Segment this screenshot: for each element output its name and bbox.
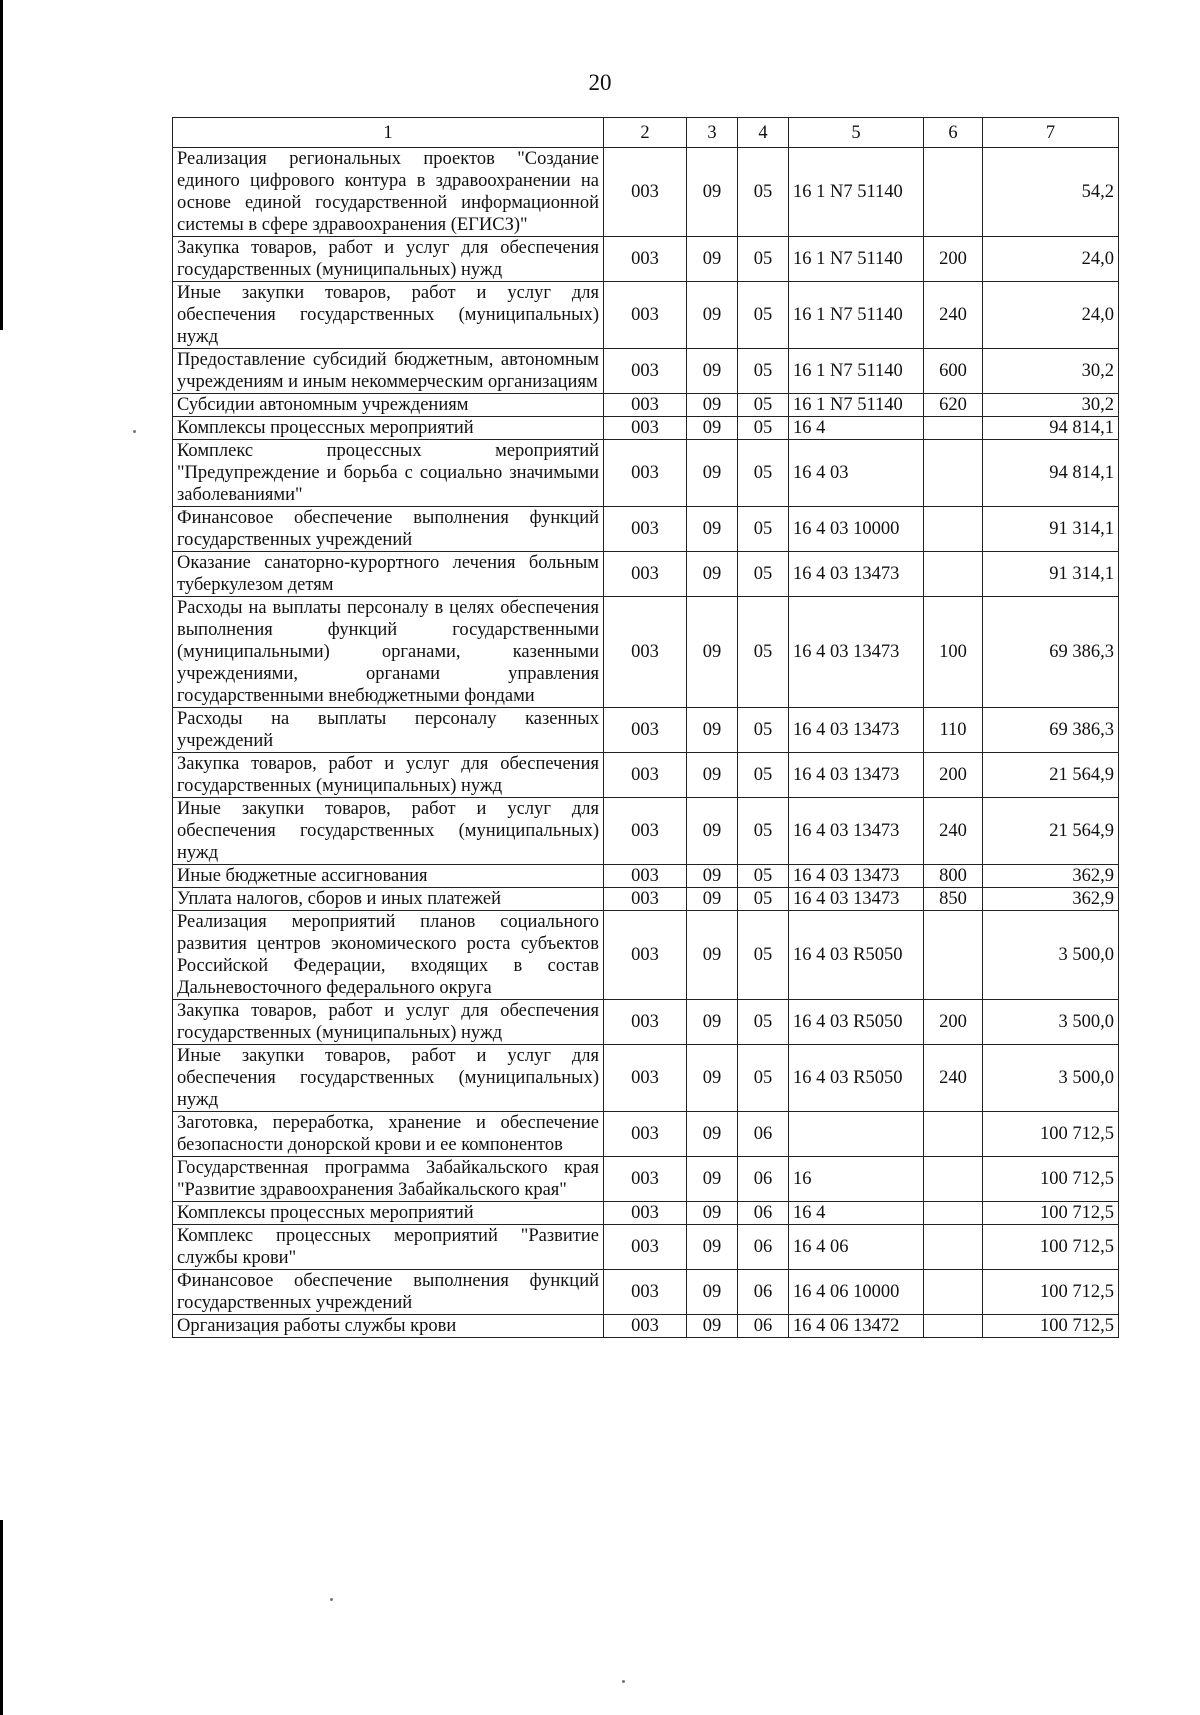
- expense-name: Расходы на выплаты персоналу казенных учреждений: [173, 708, 604, 753]
- page-number: 20: [588, 70, 612, 95]
- ministry-code: 003: [604, 349, 687, 394]
- ministry-code: 003: [604, 798, 687, 865]
- table-row: [173, 1270, 1119, 1315]
- expense-name: Комплекс процессных мероприятий "Развитие службы крови": [173, 1225, 604, 1270]
- expense-type-code: 200: [924, 1000, 983, 1045]
- section-code: 09: [687, 1112, 738, 1157]
- table-row: [173, 440, 1119, 507]
- expense-type-code: [924, 1225, 983, 1270]
- section-code: 09: [687, 888, 738, 911]
- subsection-code: 05: [738, 798, 789, 865]
- section-code: 09: [687, 417, 738, 440]
- expense-type-code: 850: [924, 888, 983, 911]
- amount: 100 712,5: [983, 1112, 1119, 1157]
- section-code: 09: [687, 1000, 738, 1045]
- section-code: 09: [687, 148, 738, 237]
- target-article-code: 16 4 03 13473: [789, 552, 924, 597]
- expense-name: Иные закупки товаров, работ и услуг для обеспечения государственных (муниципальных) нужд: [173, 1045, 604, 1112]
- table-row: [173, 1202, 1119, 1225]
- scan-edge-mark: [0, 0, 3, 330]
- expense-name: Комплексы процессных мероприятий: [173, 417, 604, 440]
- ministry-code: 003: [604, 1270, 687, 1315]
- ministry-code: 003: [604, 1000, 687, 1045]
- table-row: [173, 753, 1119, 798]
- amount: 69 386,3: [983, 597, 1119, 708]
- section-code: 09: [687, 1225, 738, 1270]
- amount: 100 712,5: [983, 1225, 1119, 1270]
- amount: 91 314,1: [983, 552, 1119, 597]
- expense-name: Иные бюджетные ассигнования: [173, 865, 604, 888]
- expense-name: Комплексы процессных мероприятий: [173, 1202, 604, 1225]
- amount: 30,2: [983, 394, 1119, 417]
- subsection-code: 06: [738, 1225, 789, 1270]
- expense-type-code: 800: [924, 865, 983, 888]
- expense-type-code: [924, 1202, 983, 1225]
- table-row: [173, 865, 1119, 888]
- expense-type-code: 240: [924, 282, 983, 349]
- expense-name: Оказание санаторно-курортного лечения больным туберкулезом детям: [173, 552, 604, 597]
- target-article-code: 16 4 03 10000: [789, 507, 924, 552]
- subsection-code: 05: [738, 865, 789, 888]
- scan-speck: [133, 430, 136, 433]
- expense-type-code: 620: [924, 394, 983, 417]
- column-number: 5: [789, 118, 924, 148]
- section-code: 09: [687, 1045, 738, 1112]
- amount: 21 564,9: [983, 753, 1119, 798]
- target-article-code: 16 1 N7 51140: [789, 282, 924, 349]
- expense-type-code: 200: [924, 237, 983, 282]
- section-code: 09: [687, 798, 738, 865]
- subsection-code: 06: [738, 1315, 789, 1338]
- column-number: 2: [604, 118, 687, 148]
- target-article-code: 16 4 03 R5050: [789, 911, 924, 1000]
- target-article-code: 16 4 03 13473: [789, 597, 924, 708]
- section-code: 09: [687, 440, 738, 507]
- table-row: [173, 708, 1119, 753]
- subsection-code: 05: [738, 394, 789, 417]
- amount: 100 712,5: [983, 1270, 1119, 1315]
- expense-type-code: 240: [924, 1045, 983, 1112]
- ministry-code: 003: [604, 1112, 687, 1157]
- amount: 54,2: [983, 148, 1119, 237]
- ministry-code: 003: [604, 1045, 687, 1112]
- expense-name: Реализация мероприятий планов социального развития центров экономического роста субъектов Российской Федерации, входящих в состав Дальневосточного федерального округа: [173, 911, 604, 1000]
- table-row: [173, 552, 1119, 597]
- amount: 100 712,5: [983, 1315, 1119, 1338]
- subsection-code: 05: [738, 237, 789, 282]
- target-article-code: 16 4 03 13473: [789, 708, 924, 753]
- section-code: 09: [687, 865, 738, 888]
- amount: 362,9: [983, 888, 1119, 911]
- expense-name: Закупка товаров, работ и услуг для обеспечения государственных (муниципальных) нужд: [173, 237, 604, 282]
- target-article-code: 16 4 03 13473: [789, 753, 924, 798]
- expense-name: Реализация региональных проектов "Создание единого цифрового контура в здравоохранении на основе единой государственной информационной системы в сфере здравоохранения (ЕГИСЗ)": [173, 148, 604, 237]
- expense-name: Предоставление субсидий бюджетным, автономным учреждениям и иным некоммерческим организациям: [173, 349, 604, 394]
- expense-type-code: [924, 440, 983, 507]
- ministry-code: 003: [604, 708, 687, 753]
- section-code: 09: [687, 911, 738, 1000]
- expense-name: Уплата налогов, сборов и иных платежей: [173, 888, 604, 911]
- expense-name: Закупка товаров, работ и услуг для обеспечения государственных (муниципальных) нужд: [173, 1000, 604, 1045]
- expense-type-code: 100: [924, 597, 983, 708]
- subsection-code: 06: [738, 1270, 789, 1315]
- subsection-code: 06: [738, 1112, 789, 1157]
- target-article-code: 16 1 N7 51140: [789, 237, 924, 282]
- target-article-code: 16: [789, 1157, 924, 1202]
- expense-type-code: [924, 507, 983, 552]
- section-code: 09: [687, 708, 738, 753]
- target-article-code: 16 4 03 R5050: [789, 1000, 924, 1045]
- target-article-code: 16 4 03 13473: [789, 888, 924, 911]
- table-row: [173, 237, 1119, 282]
- table-row: [173, 1000, 1119, 1045]
- expense-type-code: [924, 1315, 983, 1338]
- amount: 91 314,1: [983, 507, 1119, 552]
- target-article-code: 16 4 03 R5050: [789, 1045, 924, 1112]
- subsection-code: 06: [738, 1202, 789, 1225]
- expense-type-code: 600: [924, 349, 983, 394]
- amount: 3 500,0: [983, 1000, 1119, 1045]
- expense-type-code: [924, 1112, 983, 1157]
- target-article-code: 16 4: [789, 1202, 924, 1225]
- subsection-code: 05: [738, 911, 789, 1000]
- section-code: 09: [687, 1315, 738, 1338]
- table-row: [173, 394, 1119, 417]
- expense-name: Финансовое обеспечение выполнения функций государственных учреждений: [173, 1270, 604, 1315]
- section-code: 09: [687, 753, 738, 798]
- subsection-code: 05: [738, 349, 789, 394]
- ministry-code: 003: [604, 1225, 687, 1270]
- target-article-code: 16 1 N7 51140: [789, 148, 924, 237]
- table-row: [173, 1112, 1119, 1157]
- amount: 24,0: [983, 237, 1119, 282]
- target-article-code: 16 4: [789, 417, 924, 440]
- expense-name: Закупка товаров, работ и услуг для обеспечения государственных (муниципальных) нужд: [173, 753, 604, 798]
- section-code: 09: [687, 597, 738, 708]
- table-row: [173, 1045, 1119, 1112]
- ministry-code: 003: [604, 911, 687, 1000]
- section-code: 09: [687, 1202, 738, 1225]
- budget-table: [172, 117, 1119, 1338]
- table-row: [173, 417, 1119, 440]
- subsection-code: 05: [738, 148, 789, 237]
- ministry-code: 003: [604, 1157, 687, 1202]
- subsection-code: 05: [738, 753, 789, 798]
- amount: 100 712,5: [983, 1202, 1119, 1225]
- target-article-code: 16 4 06 10000: [789, 1270, 924, 1315]
- table-row: [173, 1315, 1119, 1338]
- amount: 30,2: [983, 349, 1119, 394]
- expense-name: Иные закупки товаров, работ и услуг для обеспечения государственных (муниципальных) нужд: [173, 798, 604, 865]
- section-code: 09: [687, 507, 738, 552]
- expense-type-code: 240: [924, 798, 983, 865]
- expense-name: Финансовое обеспечение выполнения функций государственных учреждений: [173, 507, 604, 552]
- expense-type-code: [924, 1270, 983, 1315]
- target-article-code: [789, 1112, 924, 1157]
- section-code: 09: [687, 394, 738, 417]
- ministry-code: 003: [604, 865, 687, 888]
- column-number: 7: [983, 118, 1119, 148]
- scan-speck: [330, 1598, 333, 1601]
- ministry-code: 003: [604, 552, 687, 597]
- table-row: [173, 507, 1119, 552]
- target-article-code: 16 4 03 13473: [789, 798, 924, 865]
- amount: 100 712,5: [983, 1157, 1119, 1202]
- column-number: 1: [173, 118, 604, 148]
- table-row: [173, 911, 1119, 1000]
- subsection-code: 05: [738, 1000, 789, 1045]
- table-row: [173, 798, 1119, 865]
- table-row: [173, 888, 1119, 911]
- ministry-code: 003: [604, 888, 687, 911]
- target-article-code: 16 1 N7 51140: [789, 394, 924, 417]
- section-code: 09: [687, 282, 738, 349]
- expense-name: Расходы на выплаты персоналу в целях обеспечения выполнения функций государственными (муниципальными) органами, казенными учреждениями, органами управления государственными внебюджетными фондами: [173, 597, 604, 708]
- target-article-code: 16 4 03: [789, 440, 924, 507]
- ministry-code: 003: [604, 417, 687, 440]
- section-code: 09: [687, 237, 738, 282]
- subsection-code: 05: [738, 507, 789, 552]
- expense-type-code: [924, 1157, 983, 1202]
- table-row: [173, 1225, 1119, 1270]
- expense-type-code: [924, 552, 983, 597]
- column-number-row: [173, 118, 1119, 148]
- amount: 94 814,1: [983, 440, 1119, 507]
- expense-type-code: [924, 148, 983, 237]
- expense-name: Иные закупки товаров, работ и услуг для обеспечения государственных (муниципальных) нужд: [173, 282, 604, 349]
- subsection-code: 05: [738, 282, 789, 349]
- target-article-code: 16 1 N7 51140: [789, 349, 924, 394]
- expense-type-code: [924, 911, 983, 1000]
- column-number: 4: [738, 118, 789, 148]
- ministry-code: 003: [604, 753, 687, 798]
- ministry-code: 003: [604, 237, 687, 282]
- ministry-code: 003: [604, 507, 687, 552]
- table-row: [173, 282, 1119, 349]
- expense-name: Заготовка, переработка, хранение и обеспечение безопасности донорской крови и ее компонентов: [173, 1112, 604, 1157]
- target-article-code: 16 4 06: [789, 1225, 924, 1270]
- subsection-code: 06: [738, 1157, 789, 1202]
- amount: 24,0: [983, 282, 1119, 349]
- ministry-code: 003: [604, 282, 687, 349]
- table-row: [173, 148, 1119, 237]
- column-number: 3: [687, 118, 738, 148]
- subsection-code: 05: [738, 708, 789, 753]
- amount: 21 564,9: [983, 798, 1119, 865]
- amount: 94 814,1: [983, 417, 1119, 440]
- amount: 3 500,0: [983, 1045, 1119, 1112]
- table-row: [173, 1157, 1119, 1202]
- section-code: 09: [687, 552, 738, 597]
- scan-speck: [622, 1680, 625, 1683]
- subsection-code: 05: [738, 417, 789, 440]
- target-article-code: 16 4 06 13472: [789, 1315, 924, 1338]
- ministry-code: 003: [604, 1202, 687, 1225]
- section-code: 09: [687, 349, 738, 394]
- table-row: [173, 349, 1119, 394]
- ministry-code: 003: [604, 440, 687, 507]
- expense-type-code: [924, 417, 983, 440]
- column-number: 6: [924, 118, 983, 148]
- ministry-code: 003: [604, 394, 687, 417]
- subsection-code: 05: [738, 440, 789, 507]
- subsection-code: 05: [738, 1045, 789, 1112]
- expense-type-code: 110: [924, 708, 983, 753]
- amount: 3 500,0: [983, 911, 1119, 1000]
- amount: 69 386,3: [983, 708, 1119, 753]
- expense-type-code: 200: [924, 753, 983, 798]
- expense-name: Государственная программа Забайкальского края "Развитие здравоохранения Забайкальского края": [173, 1157, 604, 1202]
- section-code: 09: [687, 1157, 738, 1202]
- section-code: 09: [687, 1270, 738, 1315]
- amount: 362,9: [983, 865, 1119, 888]
- expense-name: Комплекс процессных мероприятий "Предупреждение и борьба с социально значимыми заболеваниями": [173, 440, 604, 507]
- table-row: [173, 597, 1119, 708]
- ministry-code: 003: [604, 597, 687, 708]
- ministry-code: 003: [604, 148, 687, 237]
- scan-edge-mark: [0, 1520, 3, 1715]
- subsection-code: 05: [738, 552, 789, 597]
- expense-name: Субсидии автономным учреждениям: [173, 394, 604, 417]
- target-article-code: 16 4 03 13473: [789, 865, 924, 888]
- expense-name: Организация работы службы крови: [173, 1315, 604, 1338]
- ministry-code: 003: [604, 1315, 687, 1338]
- subsection-code: 05: [738, 597, 789, 708]
- subsection-code: 05: [738, 888, 789, 911]
